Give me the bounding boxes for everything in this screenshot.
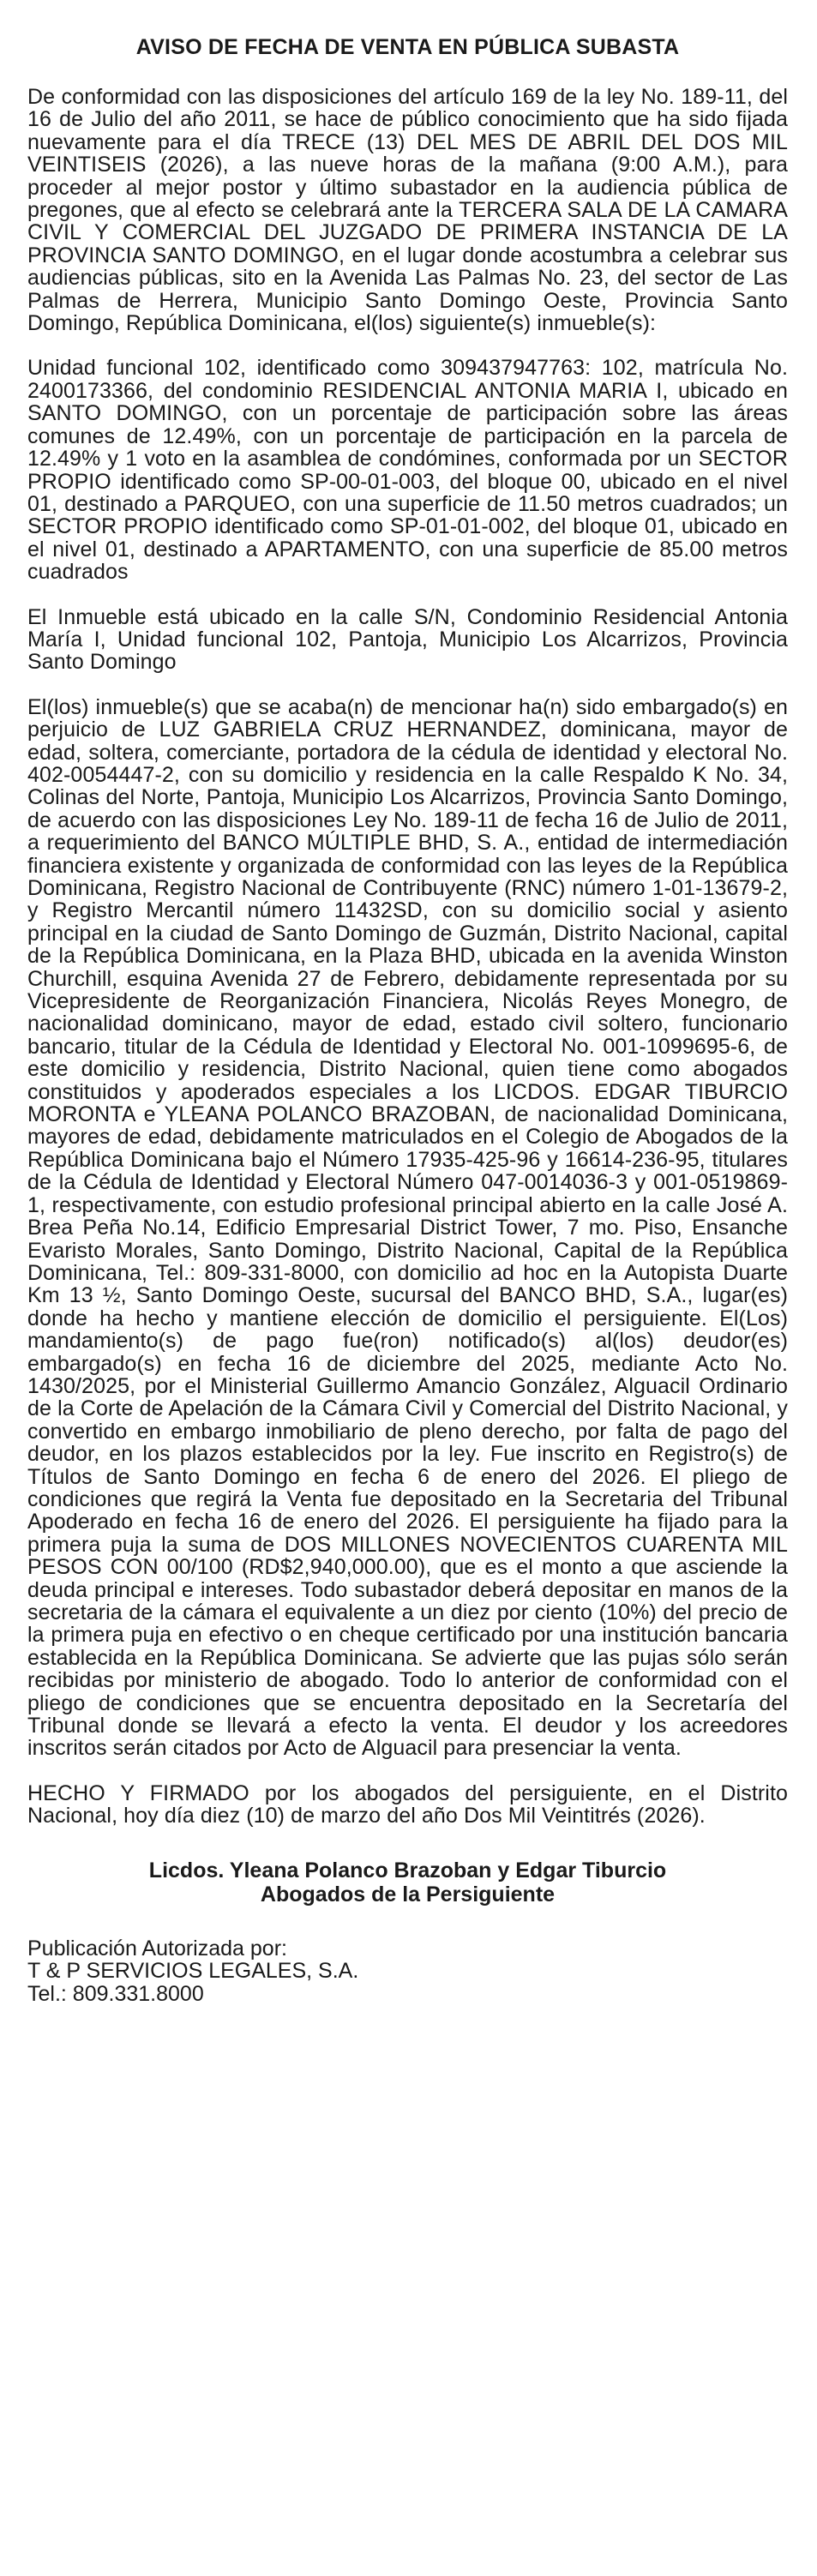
footer-company: T & P SERVICIOS LEGALES, S.A. xyxy=(27,1959,359,1984)
notice-title: AVISO DE FECHA DE VENTA EN PÚBLICA SUBASTA xyxy=(135,35,680,59)
footer-phone: Tel.: 809.331.8000 xyxy=(27,1981,204,2006)
signature-role: Abogados de la Persiguiente xyxy=(260,1882,556,1906)
signature-names: Licdos. Yleana Polanco Brazoban y Edgar Tiburcio xyxy=(148,1858,667,1882)
footer-authorized-by: Publicación Autorizada por: xyxy=(27,1936,287,1961)
paragraph-property-description: Unidad funcional 102, identificado como 309437947763: 102, matrícula No. 2400173366, del condominio RESIDENCIAL ANTONIA MARIA I, ubicado en SANTO DOMINGO, con un porcentaje de participación sobre las áreas comunes de 12.49%, con un porcentaje de participación en la parcela de 12.49% y 1 voto en la asamblea de condómines, conformada por un SECTOR PROPIO identificado como SP-00-01-003, del bloque 00, ubicado en el nivel 01, destinado a PARQUEO, con una superficie de 11.50 metros cuadrados; un SECTOR PROPIO identificado como SP-01-01-002, del bloque 01, ubicado en el nivel 01, destinado a APARTAMENTO, con una superficie de 85.00 metros cuadrados xyxy=(27,356,788,585)
publication-footer xyxy=(27,1937,788,2006)
paragraph-property-location: El Inmueble está ubicado en la calle S/N, Condominio Residencial Antonia María I, Unidad funcional 102, Pantoja, Municipio Los Alcarrizos, Provincia Santo Domingo xyxy=(27,604,788,675)
paragraph-seizure-details: El(los) inmueble(s) que se acaba(n) de mencionar ha(n) sido embargado(s) en perjuicio de LUZ GABRIELA CRUZ HERNANDEZ, dominicana, mayor de edad, soltera, comerciante, portadora de la cédula de identidad y electoral No. 402-0054447-2, con su domicilio y residencia en la calle Respaldo K No. 34, Colinas del Norte, Pantoja, Municipio Los Alcarrizos, Provincia Santo Domingo, de acuerdo con las disposiciones Ley No. 189-11 de fecha 16 de Julio de 2011, a requerimiento del BANCO MÚLTIPLE BHD, S. A., entidad de intermediación financiera existente y organizada de conformidad con las leyes de la República Dominicana, Registro Nacional de Contribuyente (RNC) número 1-01-13679-2, y Registro Mercantil número 11432SD, con su domicilio social y asiento principal en la ciudad de Santo Domingo de Guzmán, Distrito Nacional, capital de la República Dominicana, en la Plaza BHD, ubicada en la avenida Winston Churchill, esquina Avenida 27 de Febrero, debidamente representada por su Vicepresidente de Reorganización Financiera, Nicolás Reyes Monegro, de nacionalidad dominicano, mayor de edad, estado civil soltero, funcionario bancario, titular de la Cédula de Identidad y Electoral No. 001-1099695-6, de este domicilio y residencia, Distrito Nacional, quien tiene como abogados constituidos y apoderados especiales a los LICDOS. EDGAR TIBURCIO MORONTA e YLEANA POLANCO BRAZOBAN, de nacionalidad Dominicana, mayores de edad, debidamente matriculados en el Colegio de Abogados de la República Dominicana bajo el Número 17935-425-96 y 16614-236-95, titulares de la Cédula de Identidad y Electoral Número 047-0014036-3 y 001-0519869-1, respectivamente, con estudio profesional principal abierto en la calle José A. Brea Peña No.14, Edificio Empresarial District Tower, 7 mo. Piso, Ensanche Evaristo Morales, Santo Domingo, Distrito Nacional, Capital de la República Dominicana, Tel.: 809-331-8000, con domicilio ad hoc en la Autopista Duarte Km 13 ½, Santo Domingo Oeste, sucursal del BANCO BHD, S.A., lugar(es) donde ha hecho y mantiene elección de domicilio el persiguiente. El(Los) mandamiento(s) de pago fue(ron) notificado(s) al(los) deudor(es) embargado(s) en fecha 16 de diciembre del 2025, mediante Acto No. 1430/2025, por el Ministerial Guillermo Amancio González, Alguacil Ordinario de la Corte de Apelación de la Cámara Civil y Comercial del Distrito Nacional, y convertido en embargo inmobiliario de pleno derecho, por falta de pago del deudor, en los plazos establecidos por la ley. Fue inscrito en Registro(s) de Títulos de Santo Domingo en fecha 6 de enero del 2026. El pliego de condiciones que regirá la Venta fue depositado en la Secretaria del Tribunal Apoderado en fecha 16 de enero del 2026. El persiguiente ha fijado para la primera puja la suma de DOS MILLONES NOVECIENTOS CUARENTA MIL PESOS CON 00/100 (RD$2,940,000.00), que es el monto a que asciende la deuda principal e intereses. Todo subastador deberá depositar en manos de la secretaria de la cámara el equivalente a un diez por ciento (10%) del precio de la primera puja en efectivo o en cheque certificado por una institución bancaria establecida en la República Dominicana. Se advierte que las pujas sólo serán recibidas por ministerio de abogado. Todo lo anterior de conformidad con el pliego de condiciones que se encuentra depositado en la Secretaría del Tribunal donde se llevará a efecto la venta. El deudor y los acreedores inscritos serán citados por Acto de Alguacil para presenciar la venta. xyxy=(27,694,788,1761)
paragraph-auction-date: De conformidad con las disposiciones del artículo 169 de la ley No. 189-11, del 16 de Julio del año 2011, se hace de público conocimiento que ha sido fijada nuevamente para el día TRECE (13) DEL MES DE ABRIL DEL DOS MIL VEINTISEIS (2026), a las nueve horas de la mañana (9:00 A.M.), para proceder al mejor postor y último subastador en la audiencia pública de pregones, que al efecto se celebrará ante la TERCERA SALA DE LA CAMARA CIVIL Y COMERCIAL DEL JUZGADO DE PRIMERA INSTANCIA DE LA PROVINCIA SANTO DOMINGO, en el lugar donde acostumbra a celebrar sus audiencias públicas, sito en la Avenida Las Palmas No. 23, del sector de Las Palmas de Herrera, Municipio Santo Domingo Oeste, Provincia Santo Domingo, República Dominicana, el(los) siguiente(s) inmueble(s): xyxy=(27,85,788,336)
paragraph-signed-date: HECHO Y FIRMADO por los abogados del persiguiente, en el Distrito Nacional, hoy día diez (10) de marzo del año Dos Mil Veintitrés (2026). xyxy=(27,1780,788,1828)
signature-block xyxy=(27,1858,788,1906)
